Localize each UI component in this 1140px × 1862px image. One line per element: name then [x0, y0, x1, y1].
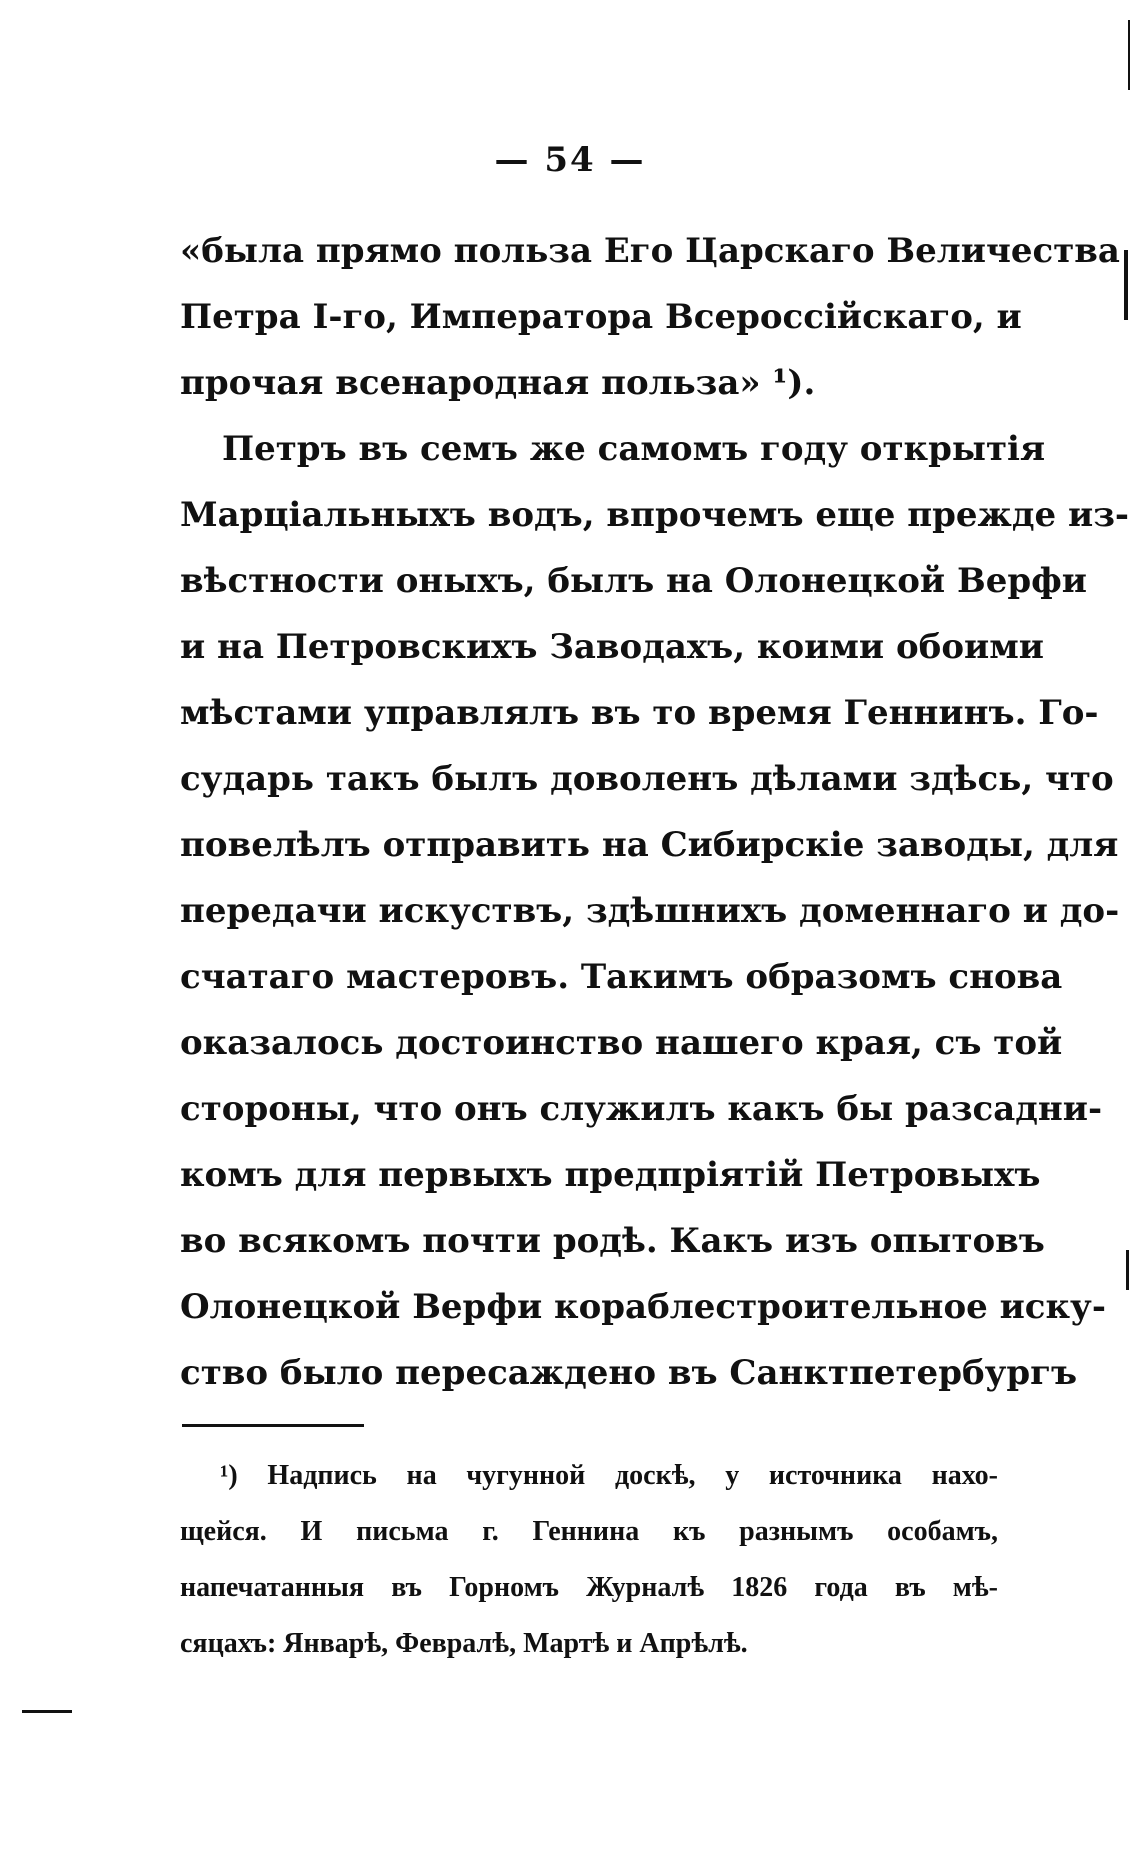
text-line: вѣстности оныхъ, былъ на Олонецкой Верфи: [180, 561, 1087, 601]
text-line: Петръ въ семъ же самомъ году открытія: [222, 429, 1046, 469]
footnote-line: щейся. И письма г. Геннина къ разнымъ особамъ,: [180, 1516, 998, 1547]
text-line: счатаго мастеровъ. Такимъ образомъ снова: [180, 957, 1063, 997]
main-text: [180, 218, 1130, 1406]
text-line: комъ для первыхъ предпріятій Петровыхъ: [180, 1155, 1041, 1195]
scan-edge-line: [1126, 1250, 1129, 1290]
text-line: во всякомъ почти родѣ. Какъ изъ опытовъ: [180, 1221, 1045, 1261]
footnote: [180, 1448, 998, 1672]
text-line: «была прямо польза Его Царскаго Величества: [180, 231, 1120, 271]
text-line: Марціальныхъ водъ, впрочемъ еще прежде из-: [180, 495, 1130, 535]
text-line: сударь такъ былъ доволенъ дѣлами здѣсь, что: [180, 759, 1114, 799]
text-line: мѣстами управлялъ въ то время Геннинъ. Го-: [180, 693, 1099, 733]
text-line: передачи искуствъ, здѣшнихъ доменнаго и до-: [180, 891, 1120, 931]
scan-edge-line: [1124, 250, 1128, 320]
scan-edge-line: [22, 1710, 72, 1713]
text-line: повелѣлъ отправить на Сибирскіе заводы, для: [180, 825, 1119, 865]
text-line: прочая всенародная польза» ¹).: [180, 363, 816, 403]
text-line: ство было пересаждено въ Санктпетербургъ: [180, 1353, 1078, 1393]
footnote-line: сяцахъ: Январѣ, Февралѣ, Мартѣ и Апрѣлѣ.: [180, 1628, 748, 1659]
text-line: Петра I-го, Императора Всероссійскаго, и: [180, 297, 1022, 337]
page-number: — 54 —: [494, 140, 646, 180]
scan-edge-line: [1128, 20, 1130, 90]
text-line: и на Петровскихъ Заводахъ, коими обоими: [180, 627, 1044, 667]
footnote-line: напечатанныя въ Горномъ Журналѣ 1826 года въ мѣ-: [180, 1572, 998, 1603]
text-line: стороны, что онъ служилъ какъ бы разсадни-: [180, 1089, 1103, 1129]
text-line: оказалось достоинство нашего края, съ той: [180, 1023, 1063, 1063]
footnote-line: ¹) Надпись на чугунной доскѣ, у источника нахо-: [220, 1460, 998, 1491]
footnote-divider: [182, 1424, 364, 1427]
text-line: Олонецкой Верфи кораблестроительное иску-: [180, 1287, 1106, 1327]
